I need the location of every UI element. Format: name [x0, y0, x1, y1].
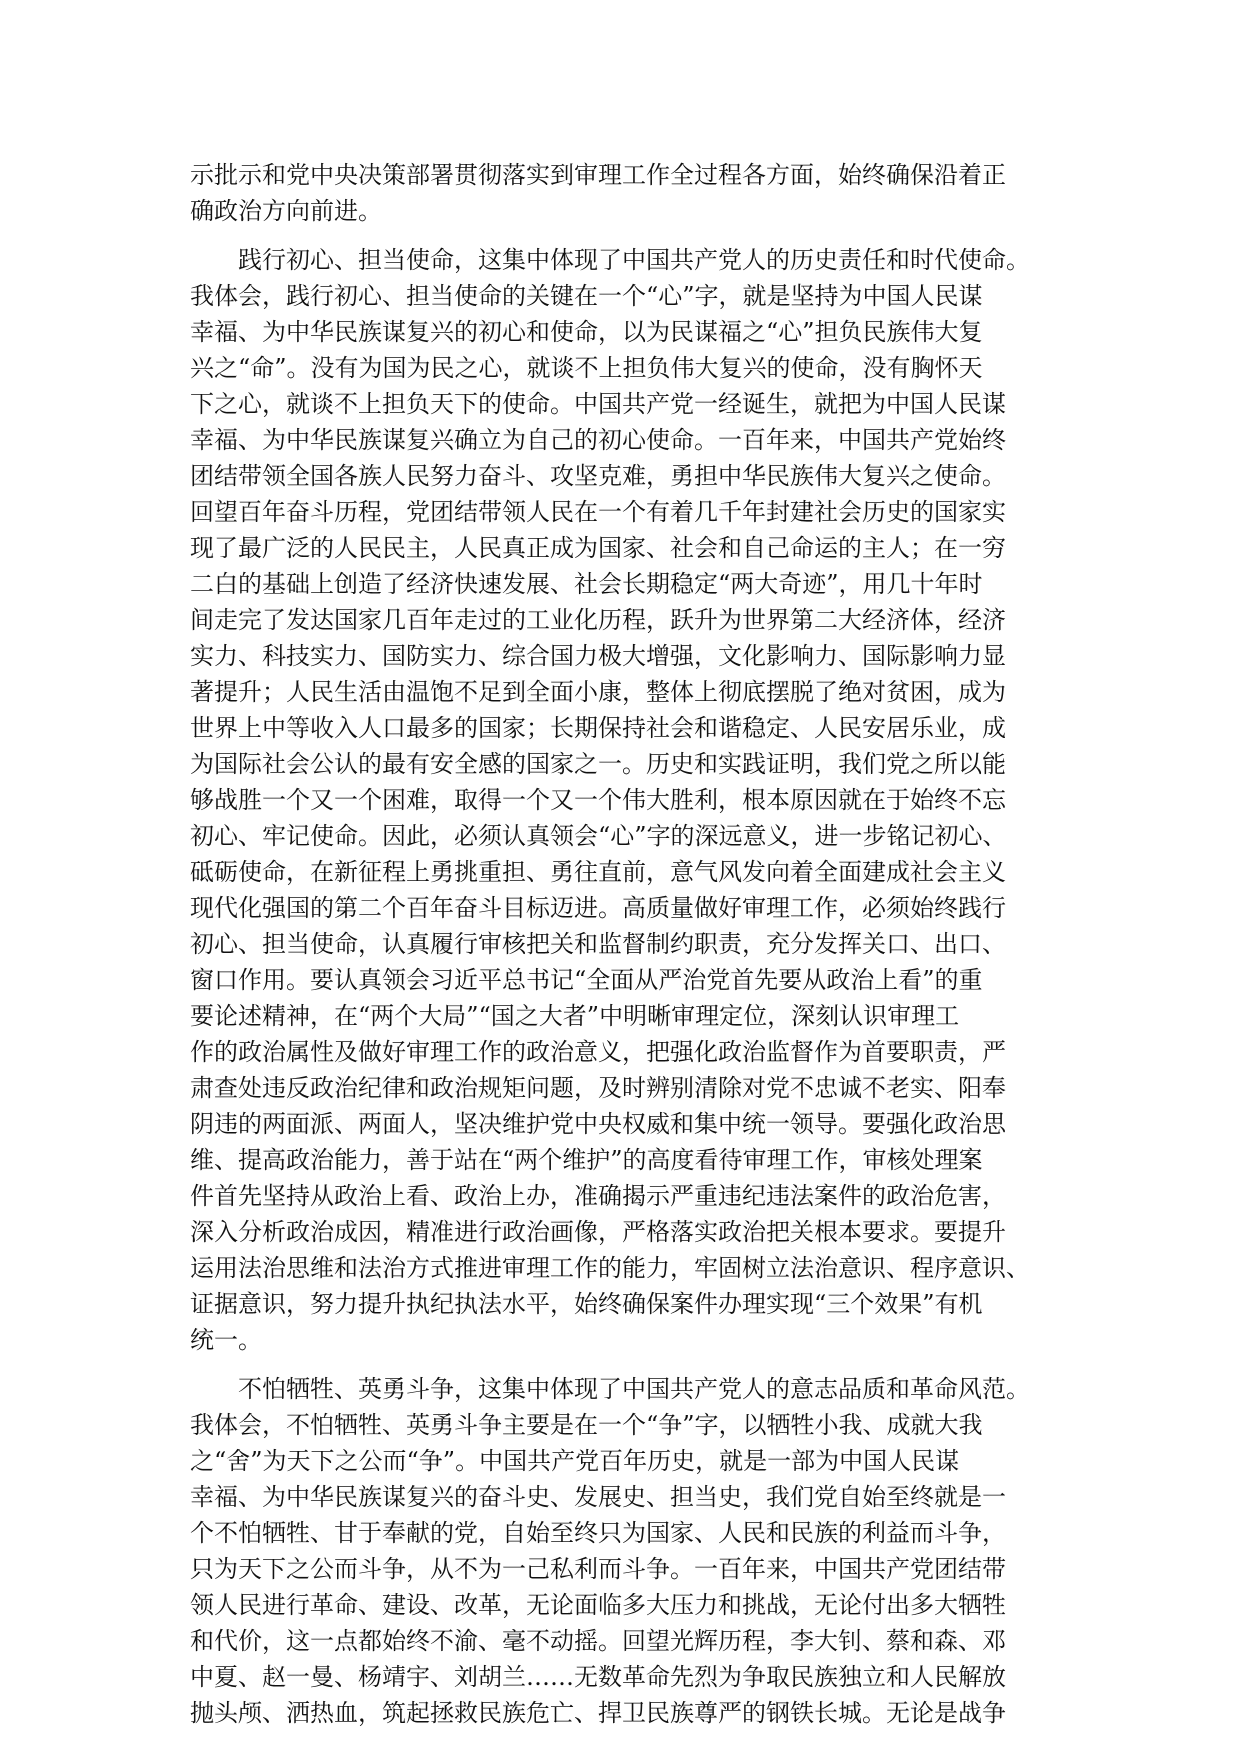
text-line: 下之心，就谈不上担负天下的使命。中国共产党一经诞生，就把为中国人民谋 [190, 390, 1006, 418]
text-line: 只为天下之公而斗争，从不为一己私利而斗争。一百年来，中国共产党团结带 [190, 1555, 1006, 1583]
text-line: 之“舍”为天下之公而“争”。中国共产党百年历史，就是一部为中国人民谋 [190, 1447, 960, 1475]
text-line: 我体会，不怕牺牲、英勇斗争主要是在一个“争”字，以牺牲小我、成就大我 [190, 1411, 983, 1439]
text-line: 现了最广泛的人民民主，人民真正成为国家、社会和自己命运的主人；在一穷 [190, 534, 1006, 562]
paragraph [190, 242, 1068, 1358]
text-line: 抛头颅、洒热血，筑起拯救民族危亡、捍卫民族尊严的钢铁长城。无论是战争 [190, 1699, 1006, 1727]
text-line: 不怕牺牲、英勇斗争，这集中体现了中国共产党人的意志品质和革命风范。 [238, 1375, 1030, 1403]
text-line: 我体会，践行初心、担当使命的关键在一个“心”字，就是坚持为中国人民谋 [190, 282, 983, 310]
text-line: 运用法治思维和法治方式推进审理工作的能力，牢固树立法治意识、程序意识、 [190, 1254, 1030, 1282]
text-line: 维、提高政治能力，善于站在“两个维护”的高度看待审理工作，审核处理案 [190, 1146, 983, 1174]
text-line: 深入分析政治成因，精准进行政治画像，严格落实政治把关根本要求。要提升 [190, 1218, 1006, 1246]
text-line: 示批示和党中央决策部署贯彻落实到审理工作全过程各方面，始终确保沿着正 [190, 161, 1006, 189]
text-line: 初心、担当使命，认真履行审核把关和监督制约职责，充分发挥关口、出口、 [190, 930, 1006, 958]
text-line: 要论述精神，在“两个大局”“国之大者”中明晰审理定位，深刻认识审理工 [190, 1002, 960, 1030]
paragraph [190, 157, 1068, 229]
text-line: 回望百年奋斗历程，党团结带领人民在一个有着几千年封建社会历史的国家实 [190, 498, 1006, 526]
text-line: 砥砺使命，在新征程上勇挑重担、勇往直前，意气风发向着全面建成社会主义 [190, 858, 1006, 886]
text-line: 阴违的两面派、两面人，坚决维护党中央权威和集中统一领导。要强化政治思 [190, 1110, 1006, 1138]
text-line: 肃查处违反政治纪律和政治规矩问题，及时辨别清除对党不忠诚不老实、阳奉 [190, 1074, 1006, 1102]
text-line: 个不怕牺牲、甘于奉献的党，自始至终只为国家、人民和民族的利益而斗争， [190, 1519, 1006, 1547]
text-line: 幸福、为中华民族谋复兴的奋斗史、发展史、担当史，我们党自始至终就是一 [190, 1483, 1006, 1511]
text-line: 团结带领全国各族人民努力奋斗、攻坚克难，勇担中华民族伟大复兴之使命。 [190, 462, 1006, 490]
text-line: 现代化强国的第二个百年奋斗目标迈进。高质量做好审理工作，必须始终践行 [190, 894, 1006, 922]
text-line: 二白的基础上创造了经济快速发展、社会长期稳定“两大奇迹”，用几十年时 [190, 570, 983, 598]
text-line: 兴之“命”。没有为国为民之心，就谈不上担负伟大复兴的使命，没有胸怀天 [190, 354, 983, 382]
text-line: 窗口作用。要认真领会习近平总书记“全面从严治党首先要从政治上看”的重 [190, 966, 983, 994]
text-line: 实力、科技实力、国防实力、综合国力极大增强，文化影响力、国际影响力显 [190, 642, 1006, 670]
text-line: 统一。 [190, 1326, 262, 1354]
text-line: 幸福、为中华民族谋复兴确立为自己的初心使命。一百年来，中国共产党始终 [190, 426, 1006, 454]
text-line: 初心、牢记使命。因此，必须认真领会“心”字的深远意义，进一步铭记初心、 [190, 822, 1007, 850]
text-line: 世界上中等收入人口最多的国家；长期保持社会和谐稳定、人民安居乐业，成 [190, 714, 1006, 742]
text-line: 证据意识，努力提升执纪执法水平，始终确保案件办理实现“三个效果”有机 [190, 1290, 983, 1318]
text-line: 中夏、赵一曼、杨靖宇、刘胡兰……无数革命先烈为争取民族独立和人民解放 [190, 1663, 1006, 1691]
text-line: 确政治方向前进。 [190, 197, 382, 225]
paragraph [190, 1371, 1068, 1731]
text-line: 间走完了发达国家几百年走过的工业化历程，跃升为世界第二大经济体，经济 [190, 606, 1006, 634]
text-line: 作的政治属性及做好审理工作的政治意义，把强化政治监督作为首要职责，严 [190, 1038, 1006, 1066]
text-line: 践行初心、担当使命，这集中体现了中国共产党人的历史责任和时代使命。 [238, 246, 1030, 274]
text-line: 著提升；人民生活由温饱不足到全面小康，整体上彻底摆脱了绝对贫困，成为 [190, 678, 1006, 706]
text-line: 够战胜一个又一个困难，取得一个又一个伟大胜利，根本原因就在于始终不忘 [190, 786, 1006, 814]
text-line: 幸福、为中华民族谋复兴的初心和使命，以为民谋福之“心”担负民族伟大复 [190, 318, 983, 346]
text-line: 领人民进行革命、建设、改革，无论面临多大压力和挑战，无论付出多大牺牲 [190, 1591, 1006, 1619]
text-line: 为国际社会公认的最有安全感的国家之一。历史和实践证明，我们党之所以能 [190, 750, 1006, 778]
text-line: 和代价，这一点都始终不渝、毫不动摇。回望光辉历程，李大钊、蔡和森、邓 [190, 1627, 1006, 1655]
text-line: 件首先坚持从政治上看、政治上办，准确揭示严重违纪违法案件的政治危害， [190, 1182, 1006, 1210]
body-text [190, 157, 1068, 1744]
